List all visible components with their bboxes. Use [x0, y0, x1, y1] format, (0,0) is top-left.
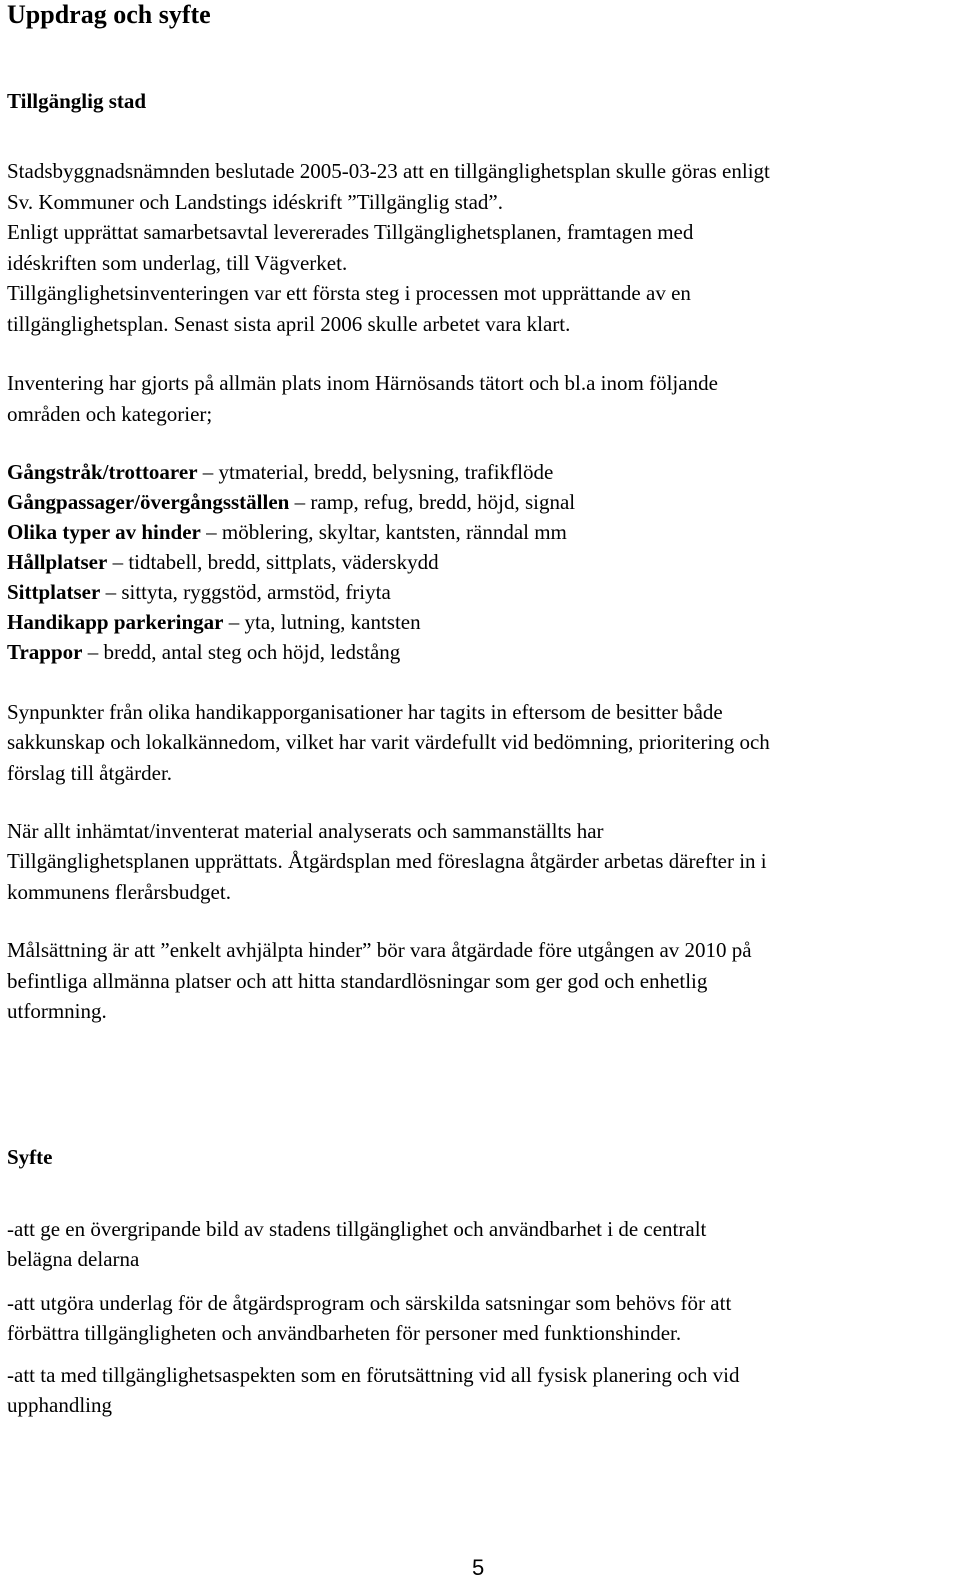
- purpose-item-line: belägna delarna: [7, 1247, 140, 1271]
- paragraph-line: förslag till åtgärder.: [7, 761, 173, 785]
- page-number: 5: [472, 1555, 485, 1580]
- category-item: [7, 519, 567, 545]
- paragraph-line: Målsättning är att ”enkelt avhjälpta hinder” bör vara åtgärdade före utgången av 2010 på: [7, 938, 752, 962]
- category-item: [7, 639, 400, 665]
- paragraph-line: Enligt upprättat samarbetsavtal levererades Tillgänglighetsplanen, framtagen med: [7, 220, 694, 244]
- category-description: – ytmaterial, bredd, belysning, trafikflöde: [197, 460, 554, 484]
- purpose-item-line: -att ta med tillgänglighetsaspekten som en förutsättning vid all fysisk planering och vid: [7, 1363, 740, 1387]
- paragraph-line: Inventering har gjorts på allmän plats inom Härnösands tätort och bl.a inom följande: [7, 371, 718, 395]
- category-term: Hållplatser: [7, 550, 108, 574]
- category-description: – yta, lutning, kantsten: [223, 610, 421, 634]
- category-item: [7, 489, 575, 515]
- paragraph-line: idéskriften som underlag, till Vägverket.: [7, 251, 348, 275]
- category-term: Handikapp parkeringar: [7, 610, 224, 634]
- paragraph-line: kommunens flerårsbudget.: [7, 880, 231, 904]
- category-term: Trappor: [7, 640, 83, 664]
- paragraph-line: Synpunkter från olika handikapporganisationer har tagits in eftersom de besitter både: [7, 700, 723, 724]
- paragraph-line: Tillgänglighetsinventeringen var ett första steg i processen mot upprättande av en: [7, 281, 691, 305]
- section-title-tillganglig-stad: Tillgänglig stad: [7, 89, 147, 113]
- paragraph-line: Sv. Kommuner och Landstings idéskrift ”Tillgänglig stad”.: [7, 190, 503, 214]
- category-item: [7, 579, 391, 605]
- category-description: – bredd, antal steg och höjd, ledstång: [82, 640, 401, 664]
- category-description: – sittyta, ryggstöd, armstöd, friyta: [100, 580, 391, 604]
- category-item: [7, 459, 553, 485]
- category-term: Sittplatser: [7, 580, 101, 604]
- paragraph-line: utformning.: [7, 999, 107, 1023]
- category-description: – ramp, refug, bredd, höjd, signal: [289, 490, 576, 514]
- section-title-syfte: Syfte: [7, 1145, 53, 1169]
- paragraph-line: tillgänglighetsplan. Senast sista april 2006 skulle arbetet vara klart.: [7, 312, 571, 336]
- category-item: [7, 609, 421, 635]
- paragraph-line: sakkunskap och lokalkännedom, vilket har varit värdefullt vid bedömning, prioritering och: [7, 730, 770, 754]
- paragraph-line: områden och kategorier;: [7, 402, 213, 426]
- purpose-item-line: -att utgöra underlag för de åtgärdsprogram och särskilda satsningar som behövs för att: [7, 1291, 732, 1315]
- paragraph-line: Tillgänglighetsplanen upprättats. Åtgärdsplan med föreslagna åtgärder arbetas därefter in i: [7, 849, 767, 873]
- page-title: Uppdrag och syfte: [7, 0, 211, 29]
- purpose-item-line: -att ge en övergripande bild av stadens tillgänglighet och användbarhet i de centralt: [7, 1217, 707, 1241]
- purpose-item-line: förbättra tillgängligheten och användbarheten för personer med funktionshinder.: [7, 1321, 682, 1345]
- paragraph-line: befintliga allmänna platser och att hitta standardlösningar som ger god och enhetlig: [7, 969, 708, 993]
- category-term: Gångstråk/trottoarer: [7, 460, 198, 484]
- purpose-item-line: upphandling: [7, 1393, 112, 1417]
- category-item: [7, 549, 439, 575]
- paragraph-line: När allt inhämtat/inventerat material analyserats och sammanställts har: [7, 819, 604, 843]
- category-description: – tidtabell, bredd, sittplats, väderskydd: [107, 550, 439, 574]
- paragraph-line: Stadsbyggnadsnämnden beslutade 2005-03-23 att en tillgänglighetsplan skulle göras enligt: [7, 159, 770, 183]
- category-description: – möblering, skyltar, kantsten, ränndal mm: [200, 520, 567, 544]
- category-term: Olika typer av hinder: [7, 520, 201, 544]
- category-term: Gångpassager/övergångsställen: [7, 490, 290, 514]
